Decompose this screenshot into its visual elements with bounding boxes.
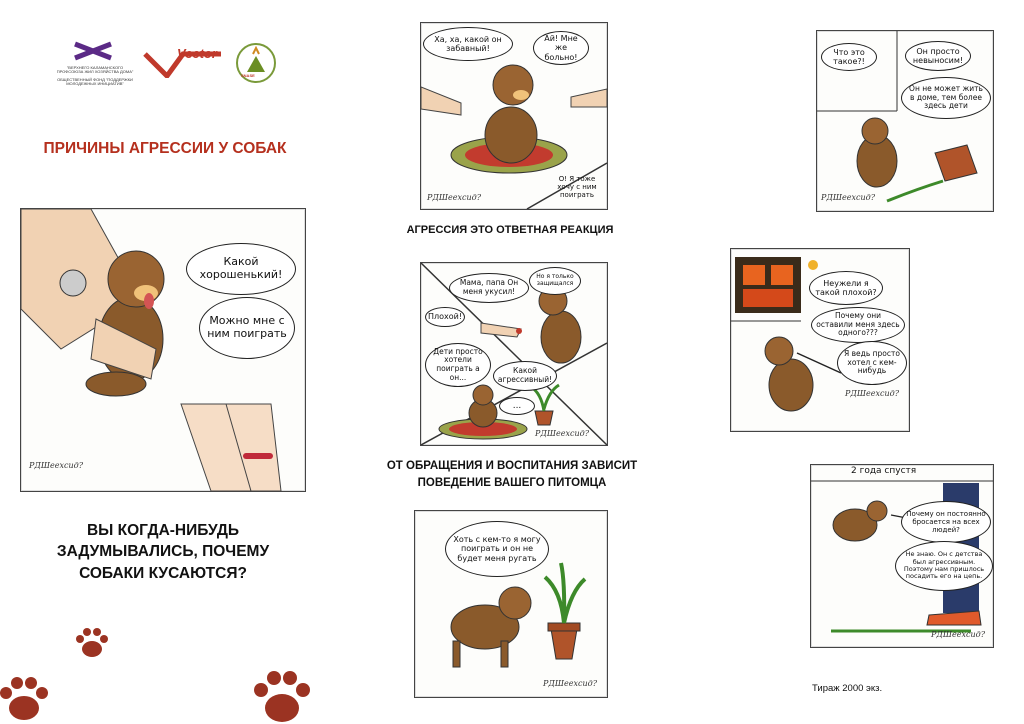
speech-bubble: Не знаю. Он с детства был агрессивным. Поэтому нам пришлось посадить его на цепь. <box>895 541 993 591</box>
artist-signature: РДШеехсид? <box>427 193 481 202</box>
speech-bubble: Почему они оставили меня здесь одного??? <box>811 307 905 343</box>
speech-bubble: Неужели я такой плохой? <box>809 271 883 305</box>
speech-bubble: Что это такое?! <box>821 43 877 71</box>
speech-bubble: Хоть с кем-то я могу поиграть и он не будет меня ругать <box>445 521 549 577</box>
org-logo <box>55 40 135 90</box>
comic-panel-5 <box>816 30 994 212</box>
speech-bubble: ... <box>499 397 535 415</box>
artist-signature: РДШеехсид? <box>535 429 589 438</box>
comic-panel-3 <box>420 262 608 446</box>
paw-print-icon <box>72 625 112 661</box>
paw-print-icon <box>250 668 314 724</box>
caption-upbringing: ОТ ОБРАЩЕНИЯ И ВОСПИТАНИЯ ЗАВИСИТ ПОВЕДЕНИЕ ВАШЕГО ПИТОМЦА <box>386 460 638 489</box>
speech-bubble: Плохой! <box>425 307 465 327</box>
org-caption-2: ОБЩЕСТВЕННЫЙ ФОНД "ПОДДЕРЖКИ МОЛОДЕЖНЫХ ИНИЦИАТИВ" <box>57 77 133 87</box>
aggression-question: ВЫ КОГДА-НИБУДЬ ЗАДУМЫВАЛИСЬ, ПОЧЕМУ СОБАКИ КУСАЮТСЯ? <box>56 522 270 582</box>
artist-signature: РДШеехсид? <box>845 389 899 398</box>
speech-bubble: Мама, папа Он меня укусил! <box>449 273 529 303</box>
vector-logo <box>143 48 223 78</box>
speech-bubble: Дети просто хотели поиграть а он... <box>425 343 491 387</box>
org-caption-1: "ВЕРХНЕГО КАЛАМАНСКОГО ПРОФСОЮЗА ЖИЛ ХОЗЯЙСТВА ДОМА" <box>56 65 134 75</box>
speech-bubble: Он просто невыносим! <box>905 41 971 71</box>
comic-panel-7 <box>810 464 994 648</box>
emblem-logo <box>235 42 277 84</box>
caption-aggression-reaction: АГРЕССИЯ ЭТО ОТВЕТНАЯ РЕАКЦИЯ <box>406 224 614 236</box>
paw-print-icon <box>0 674 52 724</box>
speech-bubble: Почему он постоянно бросается на всех людей? <box>901 501 991 543</box>
speech-bubble: Ай! Мне же больно! <box>533 31 589 65</box>
speech-bubble: Он не может жить в доме, тем более здесь дети <box>901 77 991 119</box>
speech-bubble: Но я только защищался <box>529 267 581 295</box>
comic-panel-6 <box>730 248 910 432</box>
speech-bubble: Я ведь просто хотел с кем-нибудь <box>837 341 907 385</box>
speech-bubble: Ха, ха, какой он забавный! <box>423 27 513 61</box>
print-run: Тираж 2000 экз. <box>812 683 883 694</box>
artist-signature: РДШеехсид? <box>931 630 985 639</box>
speech-bubble: Можно мне с ним поиграть <box>199 297 295 359</box>
comic-panel-2 <box>420 22 608 210</box>
speech-bubble: О! Я тоже хочу с ним поиграть <box>557 174 597 200</box>
org-emblem-icon <box>73 40 113 62</box>
emblem-text: SNASE <box>241 73 255 78</box>
speech-bubble: Какой хорошенький! <box>186 243 296 295</box>
panel-header: 2 года спустя <box>851 466 917 476</box>
artist-signature: РДШеехсид? <box>821 193 875 202</box>
speech-bubble: Какой агрессивный! <box>493 361 557 391</box>
comic-panel-4 <box>414 510 608 698</box>
vector-text: Vector <box>177 46 217 61</box>
comic-panel-1 <box>20 208 306 492</box>
logo-group <box>55 40 295 90</box>
page-title: ПРИЧИНЫ АГРЕССИИ У СОБАК <box>43 140 287 157</box>
artist-signature: РДШеехсид? <box>543 679 597 688</box>
artist-signature: РДШеехсид? <box>29 461 83 470</box>
